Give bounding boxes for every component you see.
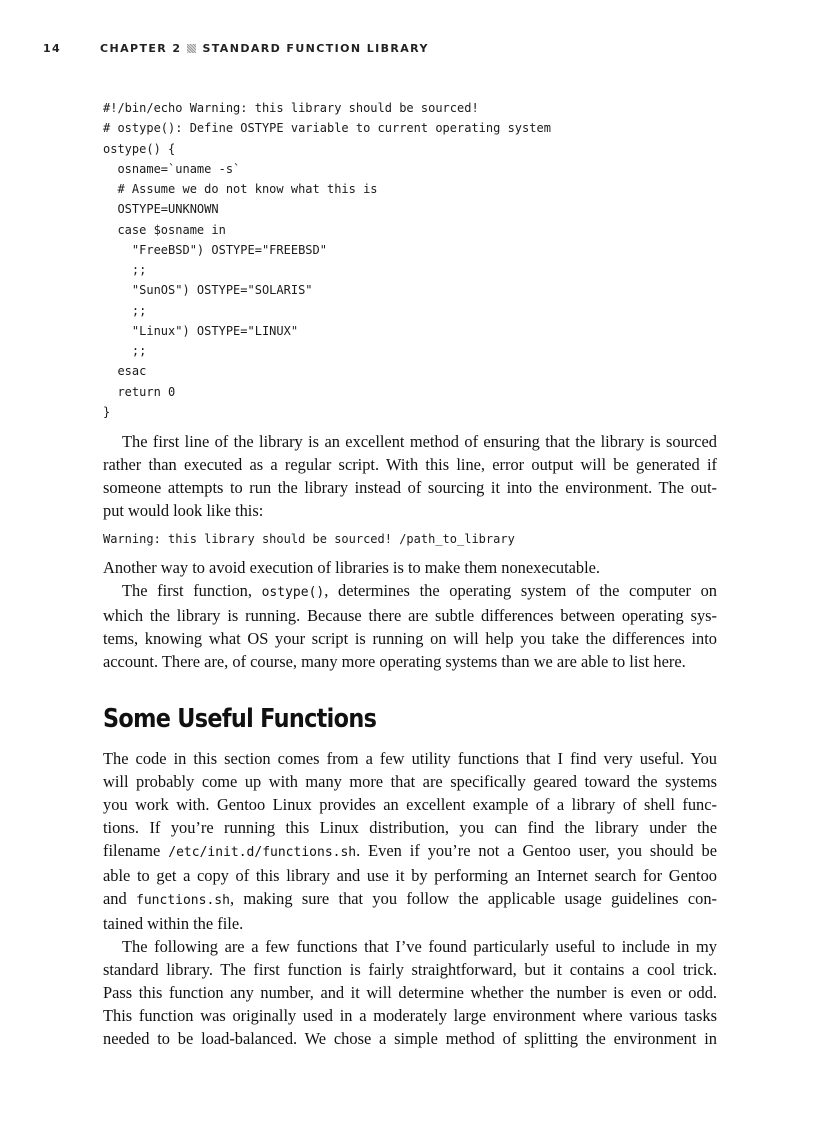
text-line: The following are a few functions that I’ve found particularly useful to include in my: [122, 937, 717, 957]
paragraph-nonexecutable: [103, 556, 717, 579]
paragraph-utility-functions: [103, 747, 717, 935]
code-line: "Linux") OSTYPE="LINUX": [103, 323, 299, 338]
code-line: OSTYPE=UNKNOWN: [103, 202, 219, 217]
text-run: The first function,: [122, 581, 262, 601]
text-line: standard library. The first function is fairly straightforward, but it contains a cool trick.: [103, 960, 717, 980]
text-run: , determines the operating system of the computer on: [324, 581, 717, 601]
text-line: put would look like this:: [103, 501, 264, 520]
text-line: This function was originally used in a moderately large environment where various tasks: [103, 1006, 717, 1026]
code-line: esac: [103, 364, 147, 379]
code-line: "SunOS") OSTYPE="SOLARIS": [103, 283, 313, 298]
text-line: The first line of the library is an excellent method of ensuring that the library is sourced: [122, 432, 717, 451]
inline-code: functions.sh: [136, 893, 230, 909]
inline-code: /etc/init.d/functions.sh: [168, 845, 357, 861]
code-line: ;;: [103, 344, 147, 358]
chapter-name: STANDARD FUNCTION LIBRARY: [202, 42, 429, 55]
code-line: ;;: [103, 303, 147, 318]
code-line: #!/bin/echo Warning: this library should be sourced!: [103, 101, 479, 115]
text-line: you work with. Gentoo Linux provides an excellent example of a library of shell func-: [103, 795, 717, 815]
text-line: Pass this function any number, and it will determine whether the number is even or odd.: [103, 983, 717, 1003]
text-line: needed to be load-balanced. We chose a simple method of splitting the environment in: [103, 1029, 717, 1049]
page-number: 14: [43, 42, 62, 55]
text-line: which the library is running. Because there are subtle differences between operating sys-: [103, 606, 717, 626]
text-run: . Even if you’re not a Gentoo user, you should be: [356, 841, 718, 861]
text-line: The code in this section comes from a few utility functions that I find very useful. You: [103, 749, 717, 769]
running-header: [43, 42, 776, 58]
code-line: ;;: [103, 263, 147, 277]
code-line: Warning: this library should be sourced! /path_to_library: [103, 532, 515, 546]
code-block-warning: [103, 529, 717, 549]
page-content: [103, 98, 717, 1050]
code-line: "FreeBSD") OSTYPE="FREEBSD": [103, 242, 327, 257]
chapter-label: CHAPTER 2: [100, 42, 182, 55]
section-heading: Some Useful Functions: [103, 704, 377, 735]
text-line: someone attempts to run the library instead of sourcing it into the environment. The out-: [103, 478, 717, 497]
text-run: filename: [103, 841, 169, 861]
text-line: tems, knowing what OS your script is running on will help you take the differences into: [103, 629, 717, 649]
text-run: and: [103, 889, 137, 909]
code-line: # ostype(): Define OSTYPE variable to current operating system: [103, 121, 551, 136]
code-line: ostype() {: [103, 141, 176, 156]
text-line: rather than executed as a regular script. With this line, error output will be generated if: [103, 455, 717, 474]
text-line: able to get a copy of this library and use it by performing an Internet search for Gentoo: [103, 866, 717, 886]
code-line: return 0: [103, 384, 176, 399]
text-line: [103, 887, 717, 912]
text-line: account. There are, of course, many more operating systems than we are able to list here.: [103, 652, 686, 672]
text-line: tained within the file.: [103, 914, 244, 934]
paragraph-ostype: [103, 579, 717, 673]
text-line: will probably come up with many more that are specifically geared toward the systems: [103, 772, 717, 792]
code-line: case $osname in: [103, 222, 226, 237]
text-line: [103, 579, 717, 604]
code-line: # Assume we do not know what this is: [103, 182, 378, 196]
paragraph-sourcing: [103, 430, 717, 522]
code-line: osname=`uname -s`: [103, 161, 241, 176]
text-run: , making sure that you follow the applicable usage guidelines con-: [229, 889, 717, 909]
paragraph-useful-functions: [103, 935, 717, 1050]
text-line: Another way to avoid execution of libraries is to make them nonexecutable.: [103, 558, 601, 578]
code-block-ostype: [103, 98, 717, 422]
inline-code: ostype(): [261, 585, 325, 601]
code-line: }: [103, 404, 111, 419]
text-line: tions. If you’re running this Linux distribution, you can find the library under the: [103, 818, 717, 838]
chapter-title: [100, 42, 429, 55]
text-line: [103, 839, 717, 864]
header-separator-icon: [187, 44, 196, 53]
